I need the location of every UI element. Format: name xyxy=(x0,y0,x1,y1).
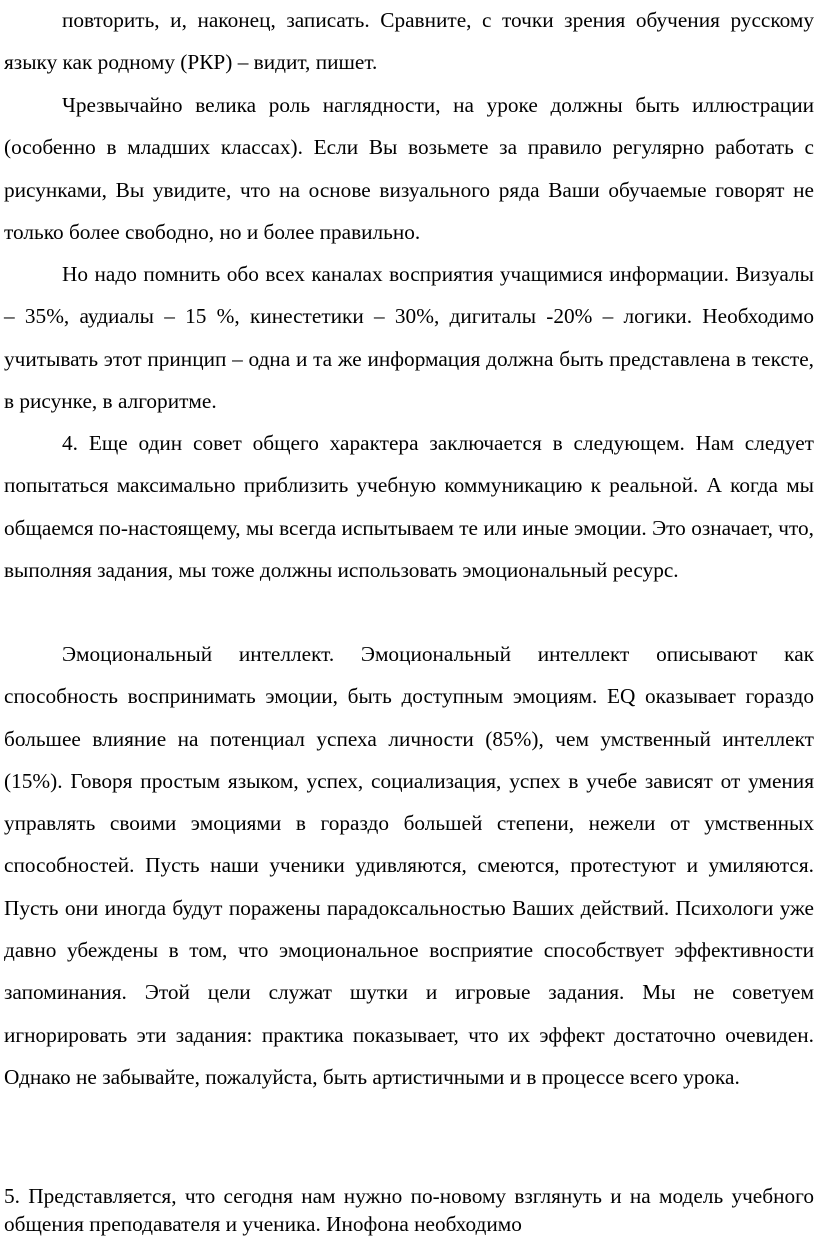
paragraph-6: 5. Представляется, что сегодня нам нужно по-новому взглянуть и на модель учебного общения преподавателя и ученика. Инофона необходимо xyxy=(4,1184,814,1236)
paragraph-4: 4. Еще один совет общего характера заключается в следующем. Нам следует попытаться максимально приблизить учебную коммуникацию к реальной. А когда мы общаемся по-настоящему, мы всегда испытываем те или иные эмоции. Это означает, что, выполняя задания, мы тоже должны использовать эмоциональный ресурс. xyxy=(4,431,814,582)
paragraph-3: Но надо помнить обо всех каналах восприятия учащимися информации. Визуалы – 35%, аудиалы – 15 %, кинестетики – 30%, дигиталы -20% – логики. Необходимо учитывать этот принцип – одна и та же информация должна быть представлена в тексте, в рисунке, в алгоритме. xyxy=(4,262,814,413)
paragraph-5: Эмоциональный интеллект. Эмоциональный интеллект описывают как способность воспринимать эмоции, быть доступным эмоциям. EQ оказывает гораздо большее влияние на потенциал успеха личности (85%), чем умственный интеллект (15%). Говоря простым языком, успех, социализация, успех в учебе зависят от умения управлять своими эмоциями в гораздо большей степени, нежели от умственных способностей. Пусть наши ученики удивляются, смеются, протестуют и умиляются. Пусть они иногда будут поражены парадоксальностью Ваших действий. Психологи уже давно убеждены в том, что эмоциональное восприятие способствует эффективности запоминания. Этой цели служат шутки и игровые задания. Мы не советуем игнорировать эти задания: практика показывает, что их эффект достаточно очевиден. Однако не забывайте, пожалуйста, быть артистичными и в процессе всего урока. xyxy=(4,642,814,1089)
paragraph-2: Чрезвычайно велика роль наглядности, на уроке должны быть иллюстрации (особенно в младших классах). Если Вы возьмете за правило регулярно работать с рисунками, Вы увидите, что на основе визуального ряда Ваши обучаемые говорят не только более свободно, но и более правильно. xyxy=(4,93,814,244)
paragraph-1: повторить, и, наконец, записать. Сравните, с точки зрения обучения русскому языку как родному (РКР) – видит, пишет. xyxy=(4,8,814,75)
